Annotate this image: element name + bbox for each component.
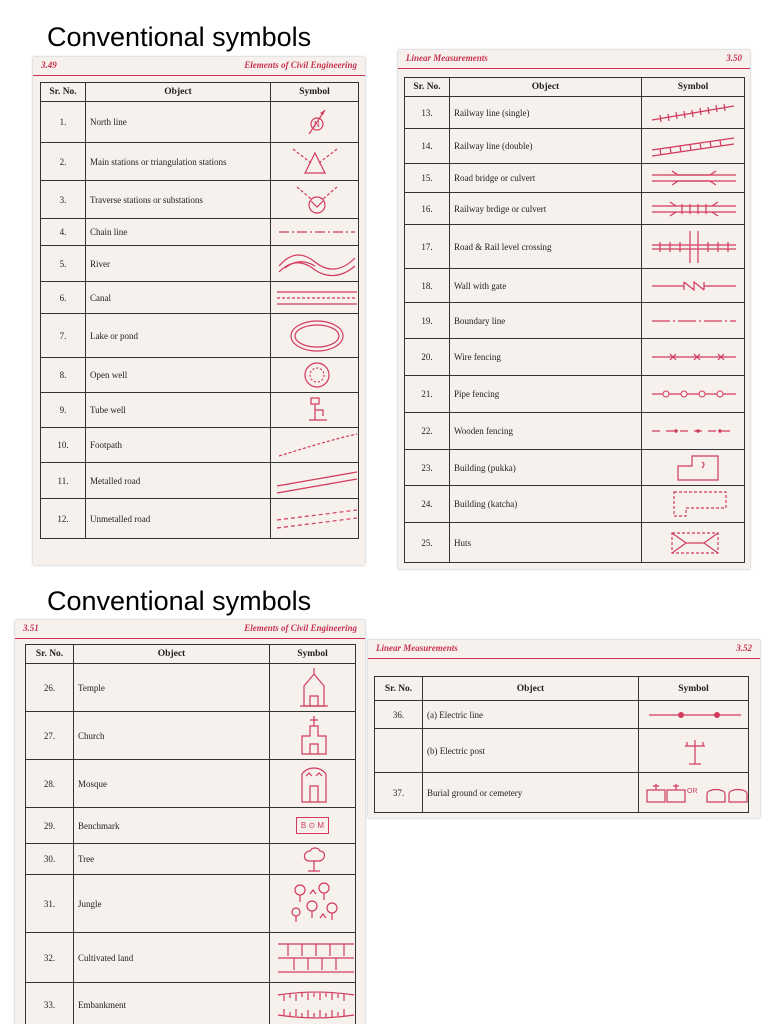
tube-well-icon bbox=[275, 394, 355, 426]
header-object: Object bbox=[86, 83, 271, 102]
row-number: 36. bbox=[375, 701, 423, 729]
row-number bbox=[375, 729, 423, 773]
row-symbol bbox=[271, 393, 359, 428]
row-number: 20. bbox=[405, 339, 450, 376]
page-running-head bbox=[15, 620, 365, 639]
row-object: Temple bbox=[74, 664, 270, 712]
page-running-head bbox=[33, 57, 365, 76]
wooden-fencing-icon bbox=[646, 421, 742, 441]
header-sr-no: Sr. No. bbox=[41, 83, 86, 102]
row-object: Benchmark bbox=[74, 808, 270, 844]
wall-gate-icon bbox=[646, 276, 742, 296]
row-symbol bbox=[642, 450, 745, 486]
row-number: 21. bbox=[405, 376, 450, 413]
tree-icon bbox=[274, 845, 354, 873]
electric-line-icon bbox=[643, 705, 747, 725]
row-symbol bbox=[270, 933, 356, 983]
row-number: 4. bbox=[41, 219, 86, 246]
unmetalled-road-icon bbox=[275, 504, 359, 534]
table-row bbox=[41, 181, 359, 219]
row-symbol bbox=[639, 701, 749, 729]
table-row bbox=[405, 376, 745, 413]
row-number: 19. bbox=[405, 303, 450, 339]
table-row bbox=[41, 102, 359, 143]
svg-text:N: N bbox=[314, 120, 320, 129]
row-number: 30. bbox=[26, 844, 74, 875]
church-icon bbox=[274, 714, 354, 758]
row-symbol bbox=[270, 664, 356, 712]
row-number: 13. bbox=[405, 97, 450, 129]
header-object: Object bbox=[450, 78, 642, 97]
table-row bbox=[41, 358, 359, 393]
north-line-icon bbox=[275, 104, 355, 140]
benchmark-icon: B ⊙ M bbox=[296, 817, 329, 834]
table-row bbox=[41, 393, 359, 428]
table-row bbox=[26, 760, 356, 808]
table-row bbox=[405, 413, 745, 450]
row-number: 28. bbox=[26, 760, 74, 808]
mosque-icon bbox=[274, 762, 354, 806]
row-symbol bbox=[270, 760, 356, 808]
table-row bbox=[375, 729, 749, 773]
row-number: 1. bbox=[41, 102, 86, 143]
huts-icon bbox=[646, 527, 742, 559]
row-object: Open well bbox=[86, 358, 271, 393]
slide-title-1: Conventional symbols bbox=[47, 22, 312, 52]
symbols-table bbox=[374, 676, 749, 813]
row-object: Main stations or triangulation stations bbox=[86, 143, 271, 181]
table-row bbox=[26, 664, 356, 712]
row-number: 8. bbox=[41, 358, 86, 393]
open-well-icon bbox=[275, 359, 355, 391]
row-number: 22. bbox=[405, 413, 450, 450]
table-row bbox=[405, 97, 745, 129]
row-symbol bbox=[271, 282, 359, 314]
page-number: 3.49 bbox=[41, 60, 57, 70]
row-number: 27. bbox=[26, 712, 74, 760]
row-number: 32. bbox=[26, 933, 74, 983]
row-number: 7. bbox=[41, 314, 86, 358]
row-symbol bbox=[271, 143, 359, 181]
table-row bbox=[26, 875, 356, 933]
row-object: Chain line bbox=[86, 219, 271, 246]
row-number: 5. bbox=[41, 246, 86, 282]
row-symbol bbox=[271, 181, 359, 219]
row-symbol bbox=[642, 129, 745, 164]
header-sr-no: Sr. No. bbox=[375, 677, 423, 701]
row-number: 12. bbox=[41, 499, 86, 539]
row-number: 18. bbox=[405, 269, 450, 303]
row-symbol bbox=[271, 246, 359, 282]
row-symbol bbox=[270, 808, 356, 844]
row-number: 24. bbox=[405, 486, 450, 523]
building-katcha-icon bbox=[646, 488, 742, 520]
row-object: Railway line (double) bbox=[450, 129, 642, 164]
row-object: Boundary line bbox=[450, 303, 642, 339]
table-row bbox=[405, 193, 745, 225]
row-symbol bbox=[271, 102, 359, 143]
page-number: 3.50 bbox=[726, 53, 742, 63]
row-symbol bbox=[270, 875, 356, 933]
header-sr-no: Sr. No. bbox=[405, 78, 450, 97]
row-object: Railway line (single) bbox=[450, 97, 642, 129]
boundary-line-icon bbox=[646, 311, 742, 331]
row-object: Cultivated land bbox=[74, 933, 270, 983]
row-object: Church bbox=[74, 712, 270, 760]
row-object: Lake or pond bbox=[86, 314, 271, 358]
row-object: (b) Electric post bbox=[423, 729, 639, 773]
cultivated-land-icon bbox=[274, 936, 356, 980]
row-number: 9. bbox=[41, 393, 86, 428]
running-head-title: Elements of Civil Engineering bbox=[244, 60, 357, 70]
table-row bbox=[26, 808, 356, 844]
row-symbol bbox=[271, 463, 359, 499]
railway-single-icon bbox=[646, 100, 742, 126]
row-object: Metalled road bbox=[86, 463, 271, 499]
symbols-table bbox=[25, 644, 356, 1024]
row-symbol bbox=[642, 339, 745, 376]
table-row bbox=[41, 499, 359, 539]
row-symbol bbox=[271, 358, 359, 393]
row-symbol bbox=[642, 376, 745, 413]
row-object: Embankment bbox=[74, 983, 270, 1024]
row-object: Building (pukka) bbox=[450, 450, 642, 486]
row-number: 16. bbox=[405, 193, 450, 225]
table-row bbox=[405, 339, 745, 376]
page-running-head bbox=[368, 640, 760, 659]
row-object: Railway brdige or culvert bbox=[450, 193, 642, 225]
row-number: 15. bbox=[405, 164, 450, 193]
header-symbol: Symbol bbox=[271, 83, 359, 102]
table-row bbox=[41, 314, 359, 358]
header-symbol: Symbol bbox=[642, 78, 745, 97]
table-row bbox=[41, 463, 359, 499]
footpath-icon bbox=[275, 430, 359, 460]
symbols-table bbox=[40, 82, 359, 539]
table-row bbox=[375, 773, 749, 813]
header-object: Object bbox=[423, 677, 639, 701]
row-symbol bbox=[271, 219, 359, 246]
header-sr-no: Sr. No. bbox=[26, 645, 74, 664]
page-number: 3.51 bbox=[23, 623, 39, 633]
row-object: Unmetalled road bbox=[86, 499, 271, 539]
row-object: Road bridge or culvert bbox=[450, 164, 642, 193]
row-object: Huts bbox=[450, 523, 642, 563]
table-header-row bbox=[26, 645, 356, 664]
row-symbol bbox=[642, 193, 745, 225]
jungle-icon bbox=[274, 878, 354, 930]
metalled-road-icon bbox=[275, 466, 359, 496]
table-header-row bbox=[41, 83, 359, 102]
row-object: (a) Electric line bbox=[423, 701, 639, 729]
level-crossing-icon bbox=[646, 227, 742, 267]
row-number: 31. bbox=[26, 875, 74, 933]
table-header-row bbox=[375, 677, 749, 701]
row-symbol bbox=[270, 844, 356, 875]
rail-bridge-icon bbox=[646, 196, 742, 222]
row-object: Footpath bbox=[86, 428, 271, 463]
textbook-page-3-51 bbox=[15, 620, 365, 1024]
row-object: Tree bbox=[74, 844, 270, 875]
slide-title-2: Conventional symbols bbox=[47, 586, 312, 616]
header-object: Object bbox=[74, 645, 270, 664]
table-row bbox=[26, 712, 356, 760]
table-row bbox=[41, 143, 359, 181]
row-object: Mosque bbox=[74, 760, 270, 808]
row-number: 11. bbox=[41, 463, 86, 499]
table-row bbox=[41, 282, 359, 314]
header-symbol: Symbol bbox=[270, 645, 356, 664]
textbook-page-3-50 bbox=[398, 50, 750, 569]
row-object: Jungle bbox=[74, 875, 270, 933]
table-row bbox=[41, 246, 359, 282]
row-number: 3. bbox=[41, 181, 86, 219]
row-number: 17. bbox=[405, 225, 450, 269]
row-object: Traverse stations or substations bbox=[86, 181, 271, 219]
row-object: Wooden fencing bbox=[450, 413, 642, 450]
row-number: 6. bbox=[41, 282, 86, 314]
table-row bbox=[405, 225, 745, 269]
row-object: Building (katcha) bbox=[450, 486, 642, 523]
row-symbol bbox=[270, 983, 356, 1024]
row-symbol bbox=[642, 97, 745, 129]
row-symbol bbox=[639, 773, 749, 813]
page-number: 3.52 bbox=[736, 643, 752, 653]
electric-post-icon bbox=[643, 732, 747, 770]
row-symbol bbox=[642, 164, 745, 193]
table-row bbox=[41, 219, 359, 246]
row-object: Wire fencing bbox=[450, 339, 642, 376]
row-object: Tube well bbox=[86, 393, 271, 428]
table-row bbox=[26, 933, 356, 983]
river-icon bbox=[275, 248, 359, 280]
row-symbol bbox=[639, 729, 749, 773]
running-head-title: Linear Measurements bbox=[376, 643, 458, 653]
chain-line-icon bbox=[275, 222, 355, 242]
table-row bbox=[405, 164, 745, 193]
temple-icon bbox=[274, 666, 354, 710]
embankment-icon bbox=[274, 985, 356, 1024]
table-row bbox=[26, 844, 356, 875]
lake-icon bbox=[275, 316, 359, 356]
wire-fencing-icon bbox=[646, 347, 742, 367]
row-symbol bbox=[642, 523, 745, 563]
row-object: Canal bbox=[86, 282, 271, 314]
row-object: Wall with gate bbox=[450, 269, 642, 303]
row-number: 33. bbox=[26, 983, 74, 1024]
row-symbol bbox=[271, 314, 359, 358]
textbook-page-3-52 bbox=[368, 640, 760, 818]
table-row bbox=[41, 428, 359, 463]
row-number: 26. bbox=[26, 664, 74, 712]
row-number: 10. bbox=[41, 428, 86, 463]
row-object: North line bbox=[86, 102, 271, 143]
table-row bbox=[26, 983, 356, 1024]
row-symbol bbox=[642, 225, 745, 269]
running-head-title: Elements of Civil Engineering bbox=[244, 623, 357, 633]
triangulation-station-icon bbox=[275, 145, 355, 179]
row-object: Pipe fencing bbox=[450, 376, 642, 413]
table-row bbox=[405, 450, 745, 486]
row-number: 25. bbox=[405, 523, 450, 563]
table-row bbox=[405, 523, 745, 563]
table-row bbox=[375, 701, 749, 729]
row-number: 37. bbox=[375, 773, 423, 813]
row-object: Road & Rail level crossing bbox=[450, 225, 642, 269]
traverse-station-icon bbox=[275, 183, 355, 217]
running-head-title: Linear Measurements bbox=[406, 53, 488, 63]
building-pukka-icon bbox=[646, 452, 742, 484]
symbols-table bbox=[404, 77, 745, 563]
row-symbol bbox=[642, 486, 745, 523]
row-number: 29. bbox=[26, 808, 74, 844]
row-object: Burial ground or cemetery bbox=[423, 773, 639, 813]
row-object: River bbox=[86, 246, 271, 282]
table-header-row bbox=[405, 78, 745, 97]
row-symbol bbox=[271, 499, 359, 539]
page-running-head bbox=[398, 50, 750, 69]
row-symbol bbox=[642, 303, 745, 339]
table-row bbox=[405, 303, 745, 339]
row-symbol bbox=[642, 413, 745, 450]
row-number: 23. bbox=[405, 450, 450, 486]
row-symbol bbox=[270, 712, 356, 760]
table-row bbox=[405, 129, 745, 164]
pipe-fencing-icon bbox=[646, 384, 742, 404]
table-row bbox=[405, 269, 745, 303]
table-row bbox=[405, 486, 745, 523]
textbook-page-3-49 bbox=[33, 57, 365, 565]
row-number: 14. bbox=[405, 129, 450, 164]
row-symbol bbox=[642, 269, 745, 303]
or-separator-label: OR bbox=[687, 788, 698, 795]
canal-icon bbox=[275, 286, 359, 310]
row-number: 2. bbox=[41, 143, 86, 181]
header-symbol: Symbol bbox=[639, 677, 749, 701]
row-symbol bbox=[271, 428, 359, 463]
railway-double-icon bbox=[646, 132, 742, 160]
road-bridge-icon bbox=[646, 166, 742, 190]
